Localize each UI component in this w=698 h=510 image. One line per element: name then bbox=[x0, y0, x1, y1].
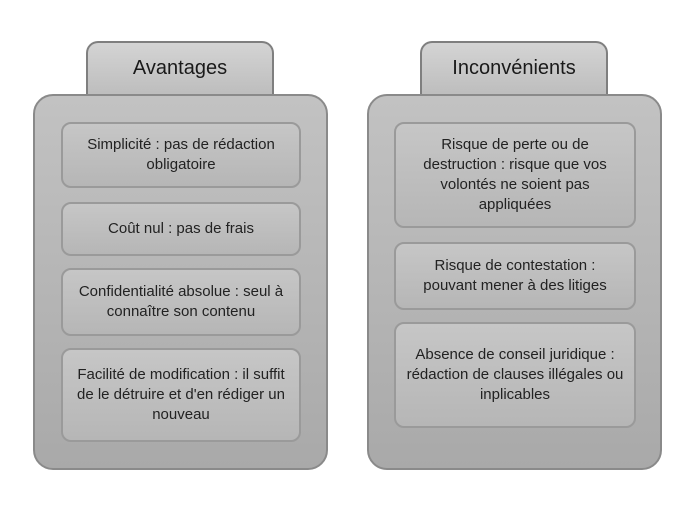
inconvenients-panel bbox=[367, 94, 662, 470]
avantage-item-4: Facilité de modification : il suffit de le détruire et d'en rédiger un nouveau bbox=[61, 348, 301, 442]
inconvenient-item-1: Risque de perte ou de destruction : risque que vos volontés ne soient pas appliquées bbox=[394, 122, 636, 228]
inconvenient-item-3: Absence de conseil juridique : rédaction de clauses illégales ou inplicables bbox=[394, 322, 636, 428]
inconvenients-title: Inconvénients bbox=[452, 57, 576, 79]
inconvenient-item-2: Risque de contestation : pouvant mener à des litiges bbox=[394, 242, 636, 310]
avantage-item-1: Simplicité : pas de rédaction obligatoire bbox=[61, 122, 301, 188]
avantages-title: Avantages bbox=[132, 57, 228, 79]
avantage-item-3: Confidentialité absolue : seul à connaître son contenu bbox=[61, 268, 301, 336]
avantage-item-2: Coût nul : pas de frais bbox=[61, 202, 301, 256]
avantages-panel bbox=[33, 94, 328, 470]
inconvenients-header bbox=[420, 41, 608, 95]
avantages-header bbox=[86, 41, 274, 95]
